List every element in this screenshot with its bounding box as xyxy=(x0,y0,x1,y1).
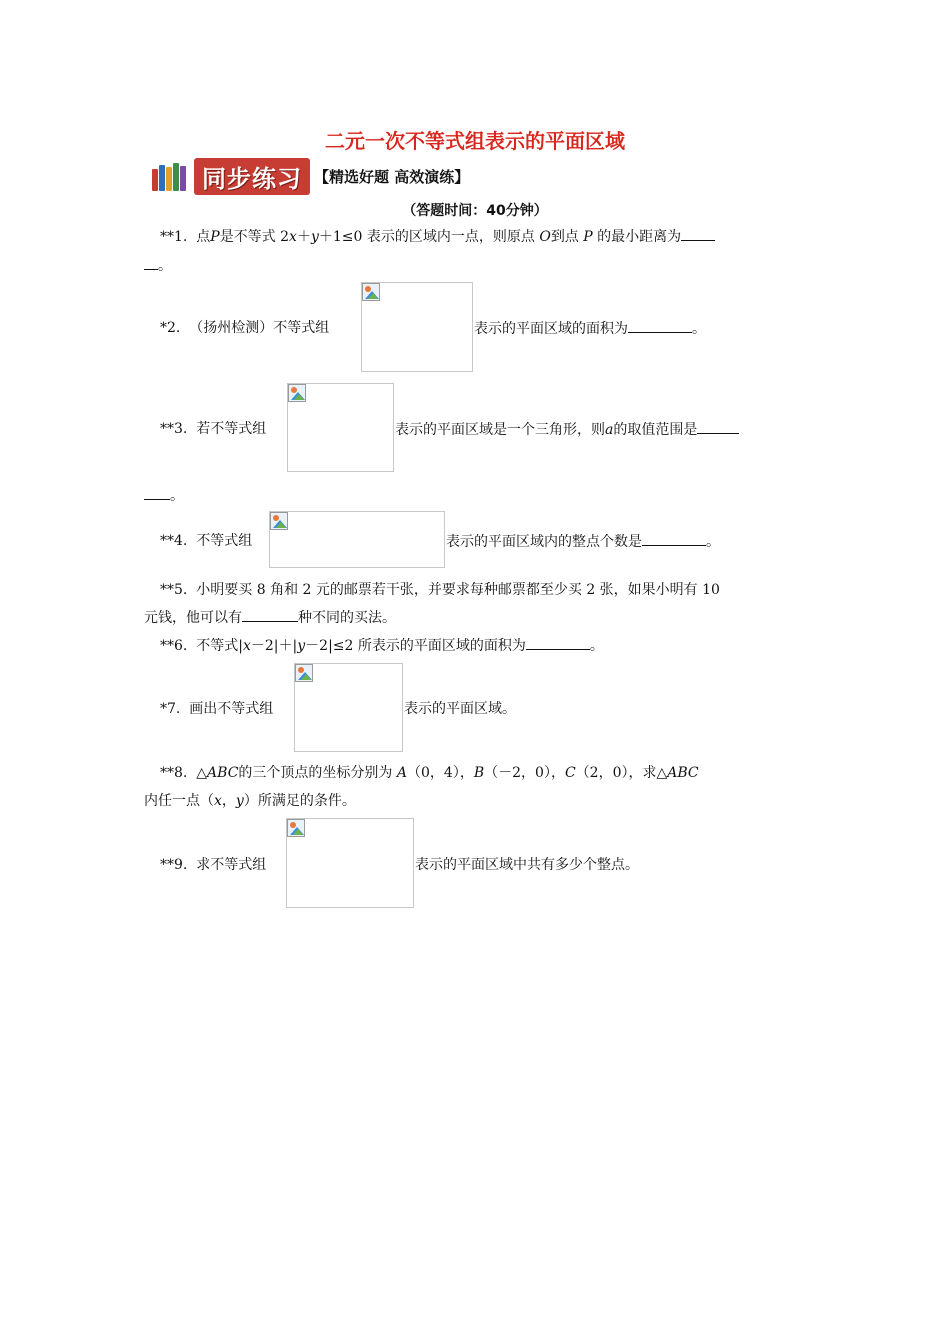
question-1-cont: 。 xyxy=(144,255,172,276)
answer-blank[interactable] xyxy=(642,531,706,546)
question-9: **9. 求不等式组 xyxy=(160,857,267,873)
question-3-tail: 表示的平面区域是一个三角形，则a的取值范围是 xyxy=(395,419,739,440)
question-2: *2. （扬州检测）不等式组 xyxy=(160,320,330,336)
page-title: 二元一次不等式组表示的平面区域 xyxy=(325,129,625,153)
question-7: *7. 画出不等式组 xyxy=(160,701,274,717)
section-banner xyxy=(152,160,469,192)
question-5: **5. 小明要买 8 角和 2 元的邮票若干张，并要求每种邮票都至少买 2 张，如果小明有 10 xyxy=(160,582,720,598)
answer-blank[interactable] xyxy=(144,485,170,500)
inequality-system-image xyxy=(287,383,394,472)
answer-blank[interactable] xyxy=(242,607,298,622)
question-7-tail: 表示的平面区域。 xyxy=(404,701,516,717)
inequality-system-image xyxy=(286,818,414,908)
answer-blank[interactable] xyxy=(144,255,158,270)
question-2-tail: 表示的平面区域的面积为 。 xyxy=(474,318,706,339)
answer-blank[interactable] xyxy=(628,318,692,333)
image-placeholder-icon xyxy=(270,512,288,530)
banner-subtitle: 【精选好题 高效演练】 xyxy=(314,167,470,186)
question-4-tail: 表示的平面区域内的整点个数是 。 xyxy=(446,531,720,552)
inequality-system-image xyxy=(269,511,445,568)
answer-blank[interactable] xyxy=(697,419,739,434)
inequality-system-image xyxy=(361,282,473,372)
image-placeholder-icon xyxy=(287,819,305,837)
image-placeholder-icon xyxy=(295,664,313,682)
question-6: **6. 不等式|x－2|＋|y－2|≤2 所表示的平面区域的面积为 。 xyxy=(160,635,604,656)
question-8: **8. △ABC的三个顶点的坐标分别为 A（0，4），B（－2，0），C（2，0），求△ABC xyxy=(160,765,699,781)
image-placeholder-icon xyxy=(288,384,306,402)
banner-title: 同步练习 xyxy=(194,158,310,195)
question-8-cont: 内任一点（x，y）所满足的条件。 xyxy=(144,793,356,809)
question-3: **3. 若不等式组 xyxy=(160,421,267,437)
answer-blank[interactable] xyxy=(681,226,715,241)
inequality-system-image xyxy=(294,663,403,752)
image-placeholder-icon xyxy=(362,283,380,301)
question-1: **1. 点P是不等式 2x＋y＋1≤0 表示的区域内一点，则原点 O到点 P 的最小距离为 xyxy=(160,226,715,247)
books-icon xyxy=(152,161,188,191)
answer-blank[interactable] xyxy=(526,635,590,650)
question-5-cont: 元钱，他可以有 种不同的买法。 xyxy=(144,607,396,628)
time-note: （答题时间：40分钟） xyxy=(402,203,548,219)
question-9-tail: 表示的平面区域中共有多少个整点。 xyxy=(415,857,639,873)
question-3-cont: 。 xyxy=(144,485,184,506)
question-4: **4. 不等式组 xyxy=(160,533,253,549)
